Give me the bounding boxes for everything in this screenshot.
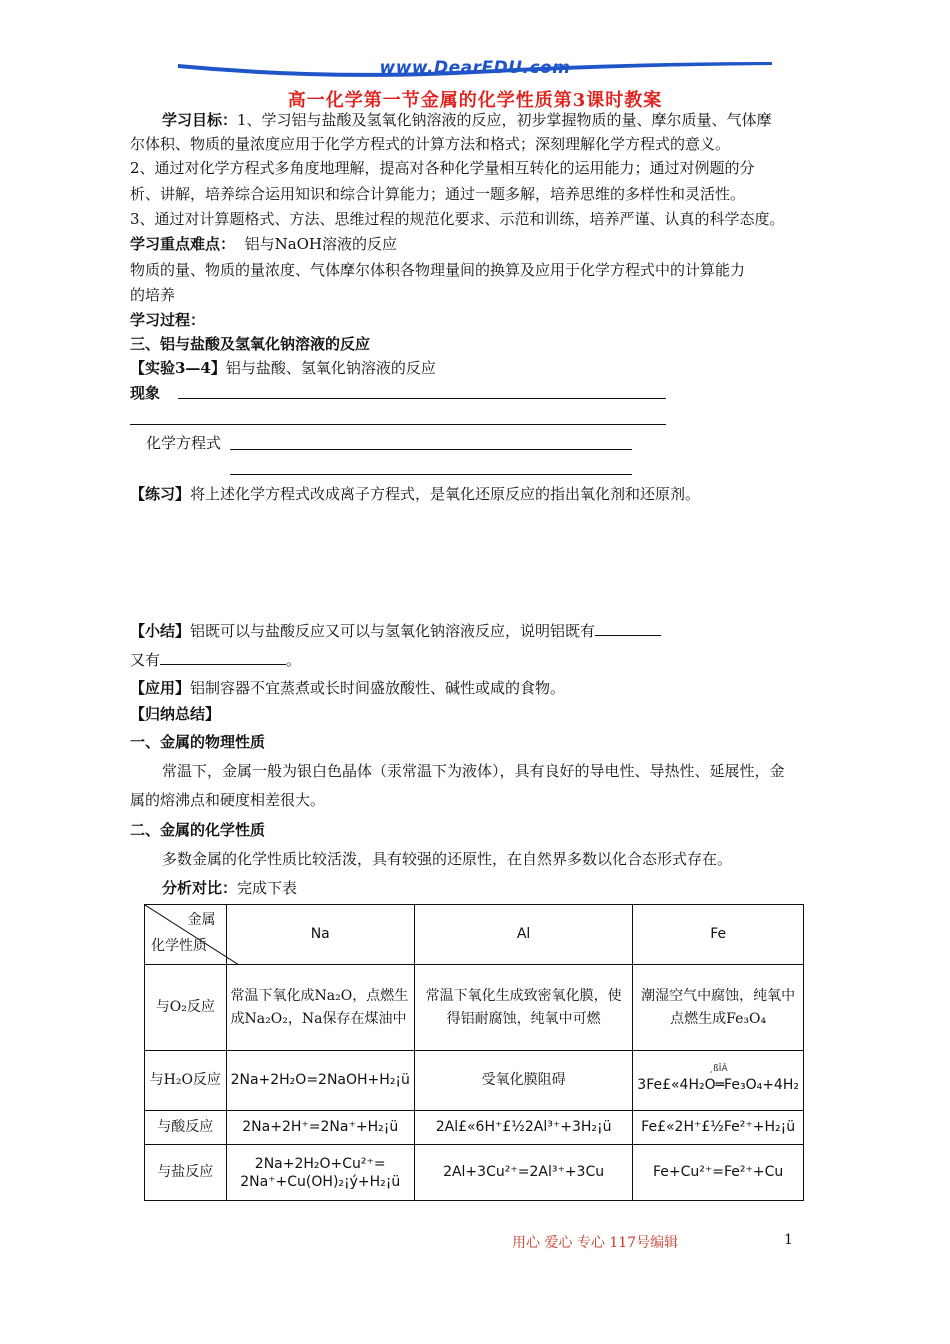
- cell-na-salt: [226, 1145, 414, 1201]
- table-row: [145, 1145, 804, 1201]
- na-salt-line-1: 2Na+2H₂O+Cu²⁺=: [254, 1155, 386, 1172]
- summary-text: 铝既可以与盐酸反应又可以与氢氧化钠溶液反应，说明铝既有: [190, 622, 596, 640]
- summary-line-1: [130, 619, 830, 643]
- table-header-row: [145, 905, 804, 965]
- physical-text-2: 属的熔沸点和硬度相差很大。: [130, 791, 326, 809]
- summary-text-2: 又有: [130, 651, 161, 669]
- site-banner: [178, 56, 772, 82]
- corner-top-label: 金属: [187, 912, 216, 928]
- chemical-text: 多数金属的化学性质比较活泼，具有较强的还原性，在自然界多数以化合态形式存在。: [162, 850, 733, 868]
- row-label-acid: 与酸反应: [145, 1111, 227, 1145]
- process-label: 学习过程：: [130, 311, 206, 329]
- practice-line: [130, 482, 830, 506]
- experiment-text: 铝与盐酸、氢氧化钠溶液的反应: [225, 359, 436, 377]
- row-label-salt: 与盐反应: [145, 1145, 227, 1201]
- phenomenon-blank-2[interactable]: [130, 424, 666, 425]
- equation-label: 化学方程式: [146, 434, 222, 452]
- summary-blank-2[interactable]: [160, 650, 286, 665]
- cell-na-h2o: 2Na+2H₂O=2NaOH+H₂¡ü: [226, 1051, 414, 1111]
- phenomenon-blank-1[interactable]: [178, 398, 666, 399]
- row-label-o2: 与O₂反应: [145, 965, 227, 1051]
- physical-text-1: 常温下，金属一般为银白色晶体（汞常温下为液体），具有良好的导电性、导热性、延展性，金: [162, 762, 785, 780]
- analysis-line: [162, 876, 862, 900]
- cell-na-o2: 常温下氧化成Na₂O，点燃生成Na₂O₂，Na保存在煤油中: [226, 965, 414, 1051]
- experiment-line: [130, 356, 830, 380]
- goals-line-4: 析、讲解，培养综合运用知识和综合计算能力；通过一题多解，培养思维的多样性和灵活性。: [130, 185, 746, 203]
- cell-fe-acid: Fe£«2H⁺£½Fe²⁺+H₂¡ü: [633, 1111, 804, 1145]
- experiment-label: 【实验3—4】: [130, 359, 226, 377]
- corner-bottom-label: 化学性质: [151, 938, 207, 954]
- summary-end: 。: [286, 651, 302, 669]
- page-title: 高一化学第一节金属的化学性质第3课时教案: [287, 90, 663, 111]
- apply-label: 【应用】: [130, 679, 191, 697]
- cell-fe-salt: Fe+Cu²⁺=Fe²⁺+Cu: [633, 1145, 804, 1201]
- summary-blank-1[interactable]: [595, 621, 661, 636]
- cell-al-h2o: 受氧化膜阻碍: [414, 1051, 632, 1111]
- header-na: Na: [226, 905, 414, 965]
- header-fe: Fe: [633, 905, 804, 965]
- goals-line-5: 3、通过对计算题格式、方法、思维过程的规范化要求、示范和训练，培养严谨、认真的科学态度。: [130, 210, 785, 228]
- cell-fe-o2: 潮湿空气中腐蚀，纯氧中点燃生成Fe₃O₄: [633, 965, 804, 1051]
- site-url[interactable]: www.DearEDU.com: [379, 58, 571, 78]
- cell-al-salt: 2Al+3Cu²⁺=2Al³⁺+3Cu: [414, 1145, 632, 1201]
- focus-text: 铝与NaOH溶液的反应: [244, 235, 398, 253]
- na-salt-line-2: 2Na⁺+Cu(OH)₂¡ý+H₂¡ü: [240, 1173, 401, 1190]
- page-number: 1: [784, 1232, 793, 1248]
- cell-al-o2: 常温下氧化生成致密氧化膜，使得铝耐腐蚀，纯氧中可燃: [414, 965, 632, 1051]
- goals-line-1: [162, 108, 862, 132]
- header-al: Al: [414, 905, 632, 965]
- equation-blank-2[interactable]: [230, 474, 632, 475]
- goals-text-1: 1、学习铝与盐酸及氢氧化钠溶液的反应，初步掌握物质的量、摩尔质量、气体摩: [237, 111, 772, 129]
- apply-line: [130, 676, 830, 700]
- goals-line-2: 尔体积、物质的量浓度应用于化学方程式的计算方法和格式；深刻理解化学方程式的意义。: [130, 135, 731, 153]
- cell-fe-h2o: [633, 1051, 804, 1111]
- analysis-text: 完成下表: [237, 879, 298, 897]
- row-label-h2o: 与H₂O反应: [145, 1051, 227, 1111]
- focus-line: [130, 232, 830, 256]
- practice-label: 【练习】: [130, 485, 191, 503]
- equation-blank-1[interactable]: [230, 449, 632, 450]
- table-row: [145, 1051, 804, 1111]
- focus-label: 学习重点难点：: [130, 235, 236, 253]
- fe-h2o-condition: ¸ßÎÂ: [708, 1063, 728, 1074]
- summary-line-2: [130, 648, 830, 672]
- physical-heading: 一、金属的物理性质: [130, 733, 266, 751]
- focus-detail-2: 的培养: [130, 286, 176, 304]
- goals-label: 学习目标：: [162, 111, 238, 129]
- cell-al-acid: 2Al£«6H⁺£½2Al³⁺+3H₂¡ü: [414, 1111, 632, 1145]
- chemical-heading: 二、金属的化学性质: [130, 821, 266, 839]
- phenomenon-label: 现象: [130, 384, 161, 402]
- comparison-table: [144, 904, 804, 1201]
- section-3-heading: 三、铝与盐酸及氢氧化钠溶液的反应: [130, 335, 371, 353]
- goals-line-3: 2、通过对化学方程式多角度地理解，提高对各种化学量相互转化的运用能力；通过对例题的分: [130, 159, 755, 177]
- practice-text: 将上述化学方程式改成离子方程式，是氧化还原反应的指出氧化剂和还原剂。: [190, 485, 701, 503]
- fe-h2o-equation: 3Fe£«4H₂O═Fe₃O₄+4H₂: [637, 1076, 799, 1093]
- footer-text: 用心 爱心 专心 117号编辑: [512, 1235, 679, 1251]
- table-row: [145, 965, 804, 1051]
- analysis-label: 分析对比：: [162, 879, 238, 897]
- table-corner-cell: [145, 905, 227, 965]
- focus-detail-1: 物质的量、物质的量浓度、气体摩尔体积各物理量间的换算及应用于化学方程式中的计算能力: [130, 261, 746, 279]
- apply-text: 铝制容器不宜蒸煮或长时间盛放酸性、碱性或咸的食物。: [190, 679, 566, 697]
- table-row: [145, 1111, 804, 1145]
- conclude-label: 【归纳总结】: [130, 705, 221, 723]
- cell-na-acid: 2Na+2H⁺=2Na⁺+H₂¡ü: [226, 1111, 414, 1145]
- summary-label: 【小结】: [130, 622, 191, 640]
